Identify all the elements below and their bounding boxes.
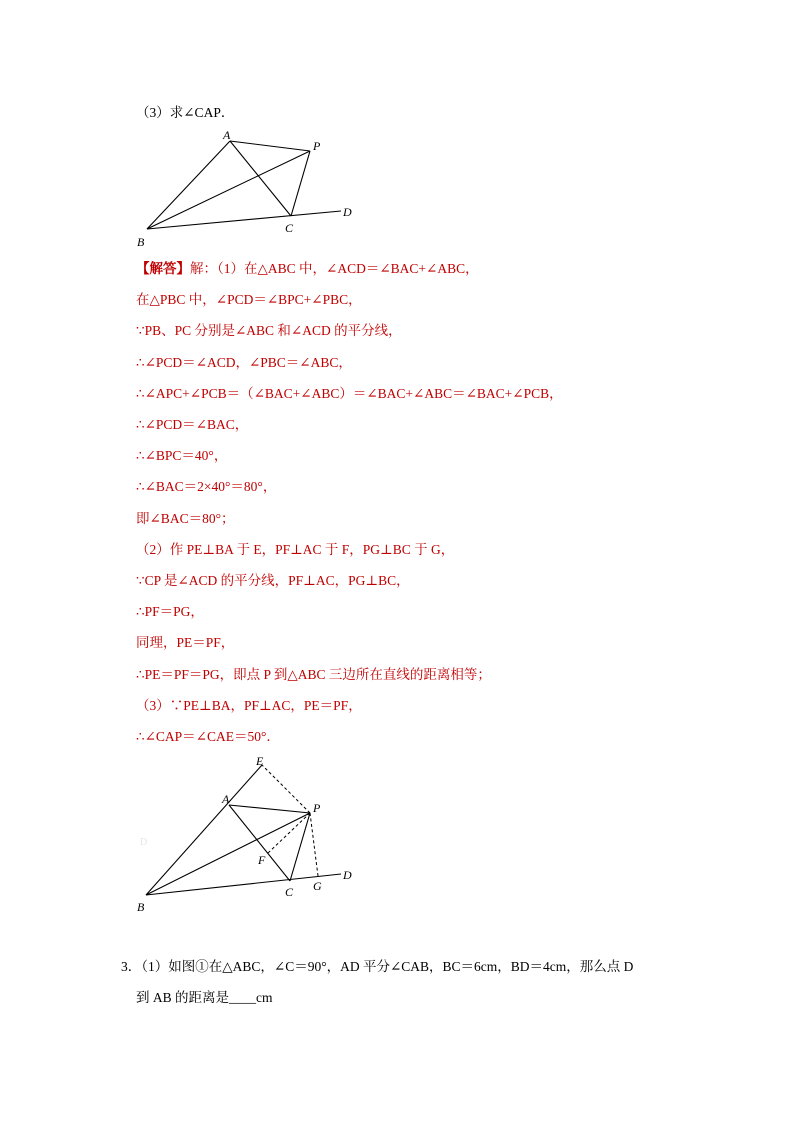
label-G: G xyxy=(313,879,322,893)
ray-BE xyxy=(146,765,262,895)
segment-BP xyxy=(147,151,310,229)
segment-AC xyxy=(230,141,291,216)
segment-BP xyxy=(146,813,310,895)
perp-PE xyxy=(262,765,310,813)
label-E: E xyxy=(256,754,264,768)
label-C: C xyxy=(285,885,294,899)
solution-line-14: ∴PE＝PF＝PG，即点 P 到△ABC 三边所在直线的距离相等； xyxy=(136,667,491,682)
label-D: D xyxy=(343,205,352,219)
ray-BD xyxy=(146,874,341,895)
solution-tag: 【解答】 xyxy=(136,261,190,276)
label-A: A xyxy=(222,792,230,806)
perp-PF xyxy=(268,813,310,853)
solution-line-15: （3）∵PE⊥BA，PF⊥AC，PE＝PF， xyxy=(136,698,362,713)
label-D: D xyxy=(343,868,352,882)
solution-line-12: ∴PF＝PG， xyxy=(136,604,204,619)
label-P: P xyxy=(313,139,321,153)
solution-line-3: ∵PB、PC 分别是∠ABC 和∠ACD 的平分线， xyxy=(136,323,402,338)
label-F: F xyxy=(258,853,266,867)
question-3-line-2: 到 AB 的距离是____cm xyxy=(136,990,273,1005)
solution-line-4: ∴∠PCD＝∠ACD，∠PBC＝∠ABC， xyxy=(136,355,352,370)
solution-line-16: ∴∠CAP＝∠CAE＝50°． xyxy=(136,729,280,744)
perp-PG xyxy=(310,813,318,876)
solution-line-1: 【解答】解：（1）在△ABC 中，∠ACD＝∠BAC+∠ABC， xyxy=(136,261,479,276)
solution-line-8: ∴∠BAC＝2×40°＝80°， xyxy=(136,479,277,494)
question-part-3: （3）求∠CAP． xyxy=(136,105,235,120)
label-A: A xyxy=(223,128,231,142)
label-P: P xyxy=(313,801,321,815)
solution-line-10: （2）作 PE⊥BA 于 E，PF⊥AC 于 F，PG⊥BC 于 G， xyxy=(136,542,455,557)
solution-line-7: ∴∠BPC＝40°， xyxy=(136,448,228,463)
question-3-line-1: 3．（1）如图①在△ABC，∠C＝90°，AD 平分∠CAB，BC＝6cm，BD＝4cm，那么点 D xyxy=(121,959,634,974)
segment-AC xyxy=(229,805,290,881)
solution-line-9: 即∠BAC＝80°； xyxy=(136,511,235,526)
segment-PC xyxy=(291,151,310,216)
segment-AP xyxy=(230,141,310,151)
label-C: C xyxy=(285,221,294,235)
solution-line-13: 同理，PE＝PF， xyxy=(136,635,235,650)
watermark: D xyxy=(140,837,148,848)
solution-line-2: 在△PBC 中，∠PCD＝∠BPC+∠PBC， xyxy=(136,292,362,307)
segment-BA xyxy=(147,141,230,229)
label-B: B xyxy=(137,900,145,914)
segment-PC xyxy=(290,813,310,881)
solution-line-5: ∴∠APC+∠PCB＝（∠BAC+∠ABC）＝∠BAC+∠ABC＝∠BAC+∠PCB， xyxy=(136,386,563,401)
segment-AP xyxy=(229,805,310,813)
label-B: B xyxy=(137,235,145,249)
solution-line-6: ∴∠PCD＝∠BAC， xyxy=(136,417,249,432)
ray-BD xyxy=(147,211,341,229)
solution-line-11: ∵CP 是∠ACD 的平分线，PF⊥AC，PG⊥BC， xyxy=(136,573,410,588)
